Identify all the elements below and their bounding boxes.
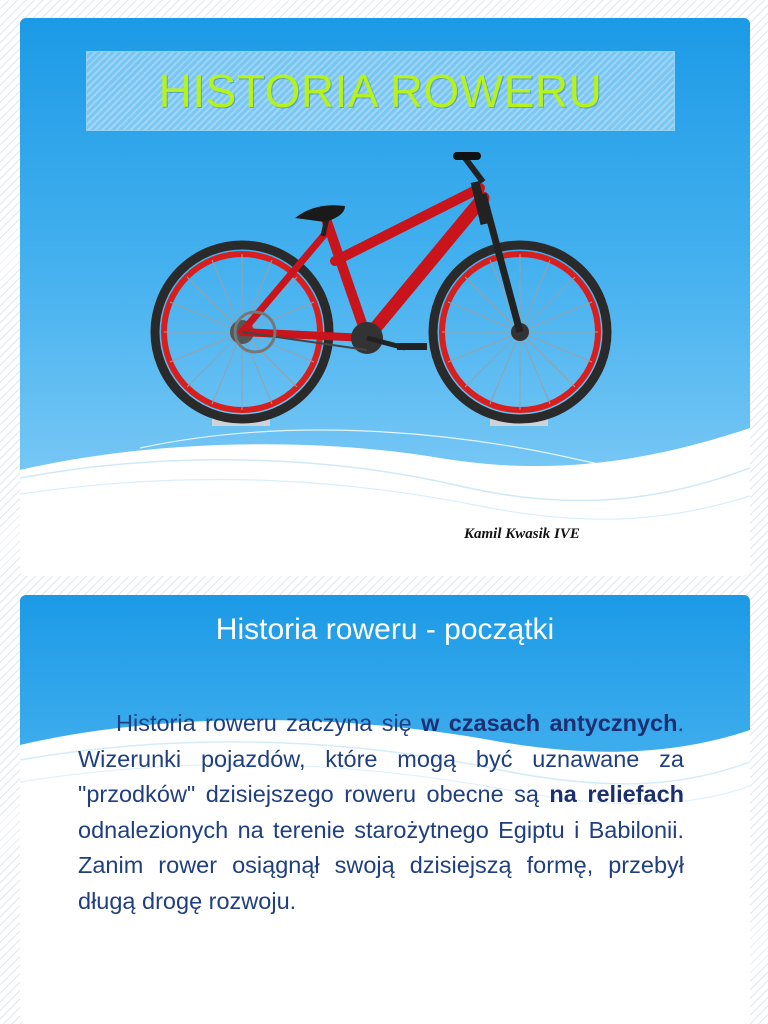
bold-phrase-reliefs: na reliefach (549, 781, 684, 807)
text-run: Historia roweru zaczyna się (116, 710, 422, 736)
slide-title: Historia roweru - początki (215, 613, 555, 646)
author-name: Kamil Kwasik IVE (464, 526, 580, 542)
text-run: . Wizerunki pojazdów, które mogą być uznawane za "przodków" dzisiejszego roweru obecne są (78, 710, 684, 807)
text-run: odnalezionych na terenie starożytnego Egiptu i Babilonii. Zanim rower osiągnął swoją dzisiejszą formę, przebył długą drogę rozwoju. (78, 816, 684, 914)
slide-title: HISTORIA ROWERU (158, 65, 603, 117)
body-paragraph (78, 706, 684, 919)
bicycle-image (145, 146, 615, 431)
title-banner (87, 52, 674, 130)
bold-phrase-antiquity: w czasach antycznych (421, 710, 678, 736)
title-slide (20, 18, 750, 576)
content-slide (20, 595, 750, 1024)
